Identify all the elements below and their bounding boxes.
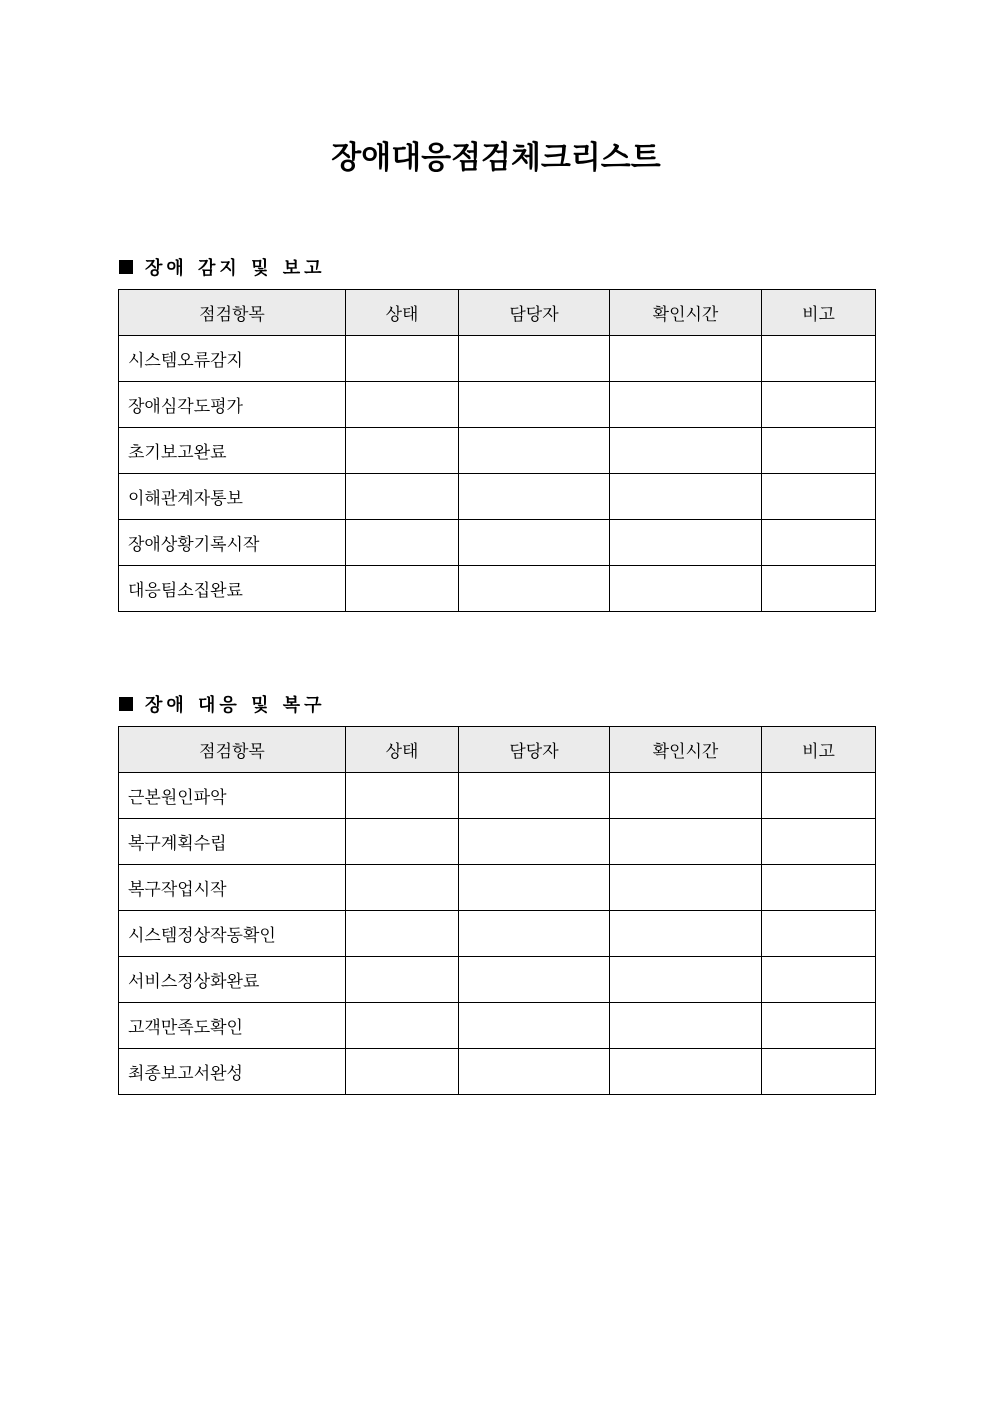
section-heading-text: 장애 대응 및 복구: [145, 695, 326, 716]
note-cell[interactable]: [762, 474, 876, 520]
checklist-item: 이해관계자통보: [119, 474, 346, 520]
note-cell[interactable]: [762, 865, 876, 911]
note-cell[interactable]: [762, 911, 876, 957]
table-row: [119, 520, 876, 566]
checklist-item: 복구계획수립: [119, 819, 346, 865]
checklist-item: 시스템정상작동확인: [119, 911, 346, 957]
owner-cell[interactable]: [459, 865, 610, 911]
table-row: [119, 1049, 876, 1095]
time-cell[interactable]: [610, 865, 762, 911]
note-cell[interactable]: [762, 819, 876, 865]
table-row: [119, 428, 876, 474]
section-heading-text: 장애 감지 및 보고: [145, 258, 326, 279]
column-header-item: 점검항목: [119, 290, 346, 336]
table-row: [119, 911, 876, 957]
table-row: [119, 865, 876, 911]
owner-cell[interactable]: [459, 957, 610, 1003]
time-cell[interactable]: [610, 1003, 762, 1049]
column-header-note: 비고: [762, 290, 876, 336]
note-cell[interactable]: [762, 1003, 876, 1049]
note-cell[interactable]: [762, 773, 876, 819]
owner-cell[interactable]: [459, 773, 610, 819]
checklist-item: 최종보고서완성: [119, 1049, 346, 1095]
section-heading-detection: [119, 254, 326, 280]
owner-cell[interactable]: [459, 474, 610, 520]
column-header-time: 확인시간: [610, 290, 762, 336]
column-header-note: 비고: [762, 727, 876, 773]
note-cell[interactable]: [762, 1049, 876, 1095]
column-header-owner: 담당자: [459, 727, 610, 773]
owner-cell[interactable]: [459, 428, 610, 474]
owner-cell[interactable]: [459, 382, 610, 428]
checklist-item: 복구작업시작: [119, 865, 346, 911]
table-row: [119, 382, 876, 428]
column-header-status: 상태: [346, 727, 459, 773]
status-cell[interactable]: [346, 566, 459, 612]
note-cell[interactable]: [762, 520, 876, 566]
status-cell[interactable]: [346, 336, 459, 382]
section-heading-recovery: [119, 691, 326, 717]
status-cell[interactable]: [346, 382, 459, 428]
table-header-row: [119, 290, 876, 336]
table-row: [119, 474, 876, 520]
note-cell[interactable]: [762, 382, 876, 428]
owner-cell[interactable]: [459, 1003, 610, 1049]
checklist-item: 초기보고완료: [119, 428, 346, 474]
table-row: [119, 566, 876, 612]
owner-cell[interactable]: [459, 911, 610, 957]
table-row: [119, 819, 876, 865]
owner-cell[interactable]: [459, 520, 610, 566]
time-cell[interactable]: [610, 474, 762, 520]
table-row: [119, 336, 876, 382]
owner-cell[interactable]: [459, 336, 610, 382]
owner-cell[interactable]: [459, 1049, 610, 1095]
checklist-item: 장애심각도평가: [119, 382, 346, 428]
column-header-owner: 담당자: [459, 290, 610, 336]
checklist-table-recovery: [118, 726, 876, 1095]
checklist-item: 고객만족도확인: [119, 1003, 346, 1049]
status-cell[interactable]: [346, 911, 459, 957]
time-cell[interactable]: [610, 911, 762, 957]
time-cell[interactable]: [610, 957, 762, 1003]
status-cell[interactable]: [346, 865, 459, 911]
table-row: [119, 957, 876, 1003]
status-cell[interactable]: [346, 428, 459, 474]
time-cell[interactable]: [610, 1049, 762, 1095]
time-cell[interactable]: [610, 566, 762, 612]
time-cell[interactable]: [610, 520, 762, 566]
checklist-item: 대응팀소집완료: [119, 566, 346, 612]
owner-cell[interactable]: [459, 566, 610, 612]
note-cell[interactable]: [762, 428, 876, 474]
status-cell[interactable]: [346, 957, 459, 1003]
time-cell[interactable]: [610, 336, 762, 382]
status-cell[interactable]: [346, 474, 459, 520]
column-header-item: 점검항목: [119, 727, 346, 773]
note-cell[interactable]: [762, 566, 876, 612]
table-row: [119, 1003, 876, 1049]
document-title: 장애대응점검체크리스트: [331, 140, 661, 176]
time-cell[interactable]: [610, 773, 762, 819]
square-bullet-icon: [119, 260, 133, 274]
status-cell[interactable]: [346, 1003, 459, 1049]
checklist-item: 서비스정상화완료: [119, 957, 346, 1003]
column-header-time: 확인시간: [610, 727, 762, 773]
column-header-status: 상태: [346, 290, 459, 336]
time-cell[interactable]: [610, 428, 762, 474]
note-cell[interactable]: [762, 957, 876, 1003]
table-header-row: [119, 727, 876, 773]
status-cell[interactable]: [346, 520, 459, 566]
note-cell[interactable]: [762, 336, 876, 382]
owner-cell[interactable]: [459, 819, 610, 865]
status-cell[interactable]: [346, 819, 459, 865]
checklist-item: 장애상황기록시작: [119, 520, 346, 566]
status-cell[interactable]: [346, 1049, 459, 1095]
time-cell[interactable]: [610, 819, 762, 865]
checklist-item: 근본원인파악: [119, 773, 346, 819]
square-bullet-icon: [119, 697, 133, 711]
checklist-item: 시스템오류감지: [119, 336, 346, 382]
status-cell[interactable]: [346, 773, 459, 819]
time-cell[interactable]: [610, 382, 762, 428]
checklist-table-detection: [118, 289, 876, 612]
table-row: [119, 773, 876, 819]
